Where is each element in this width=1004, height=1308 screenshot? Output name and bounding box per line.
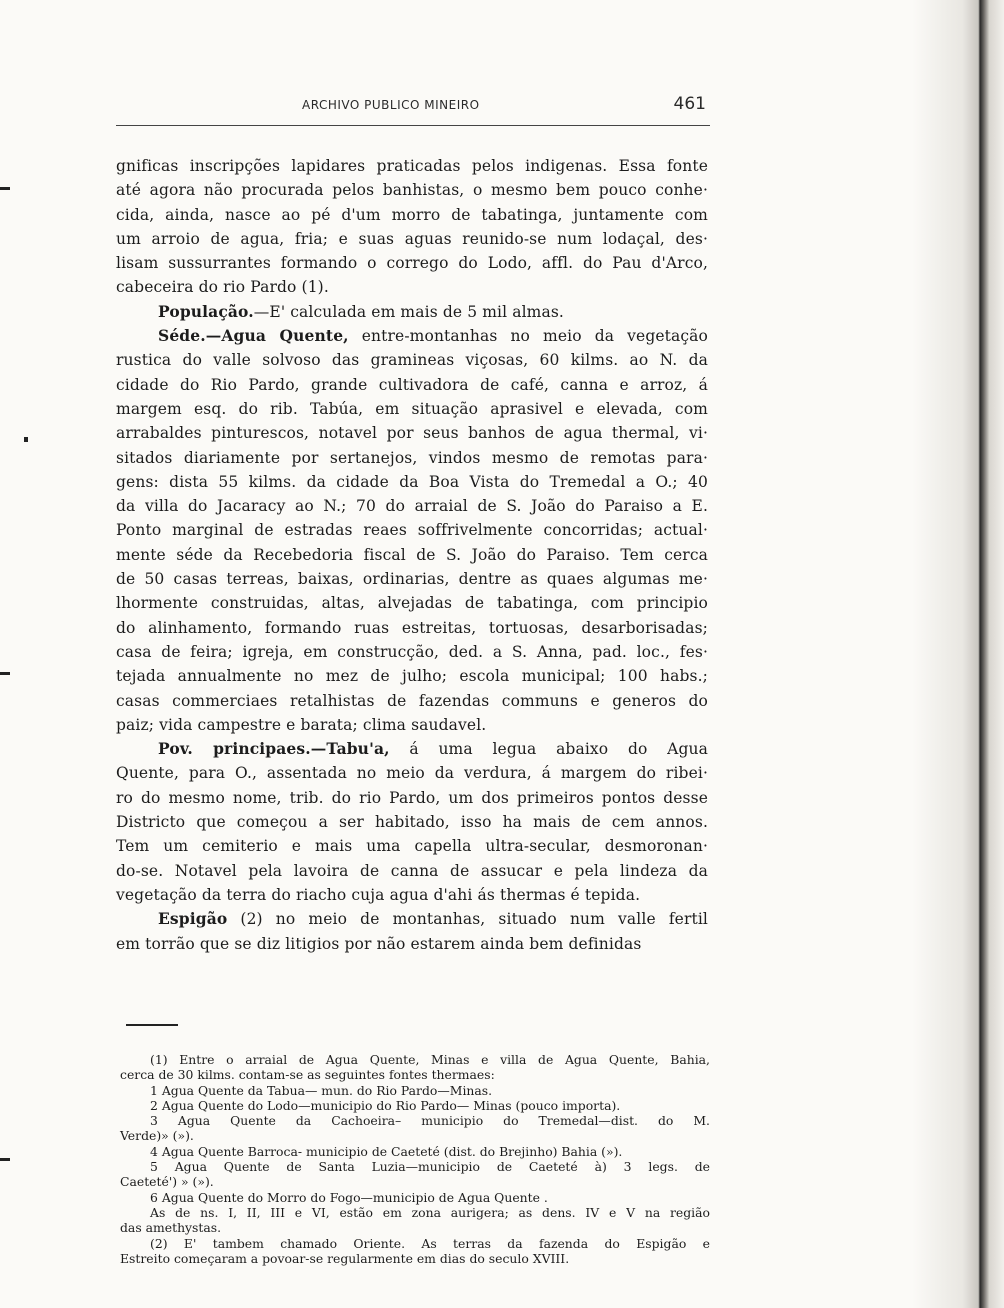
body-line: População.—E' calculada em mais de 5 mil almas. — [158, 301, 564, 321]
body-line: do-se. Notavel pela lavoira de canna de assucar e pela lindeza da — [116, 861, 708, 880]
body-line: casas commerciaes retalhistas de fazendas communs e generos do — [116, 691, 708, 710]
footnote-line: 1 Agua Quente da Tabua— mun. do Rio Pardo—Minas. — [150, 1082, 493, 1098]
body-line: Districto que começou a ser habitado, isso ha mais de cem annos. — [116, 813, 708, 832]
footnote-line: 5 Agua Quente de Santa Luzia—municipio de Caeteté à) 3 legs. de — [150, 1159, 710, 1175]
footnote-line: 6 Agua Quente do Morro do Fogo—municipio de Agua Quente . — [150, 1189, 548, 1205]
body-line: cabeceira do rio Pardo (1). — [116, 278, 329, 297]
body-line: Espigão (2) no meio de montanhas, situado num valle fertil — [158, 909, 708, 929]
body-line: gnificas inscripções lapidares praticadas pelos indigenas. Essa fonte — [116, 157, 708, 175]
body-line: vegetação da terra do riacho cuja agua d'ahi ás thermas é tepida. — [116, 885, 641, 904]
footnote-line: das amethystas. — [120, 1220, 222, 1236]
running-header — [116, 92, 710, 118]
footnote-line: 4 Agua Quente Barroca- municipio de Caeteté (dist. do Brejinho) Bahia (»). — [150, 1143, 623, 1159]
body-line: da villa do Jacaracy ao N.; 70 do arraial de S. João do Paraiso a E. — [116, 497, 708, 516]
body-line: até agora não procurada pelos banhistas, o mesmo bem pouco conhe· — [116, 181, 708, 200]
footnote-line: 3 Agua Quente da Cachoeira– municipio do Tremedal—dist. do M. — [150, 1113, 710, 1129]
header-rule — [116, 125, 710, 126]
run-in-heading: População. — [158, 301, 254, 321]
body-line: Séde.—Agua Quente, entre-montanhas no meio da vegetação — [158, 326, 708, 346]
body-line: Ponto marginal de estradas reaes soffrivelmente concorridas; actual· — [116, 521, 708, 540]
body-line: tejada annualmente no mez de julho; escola municipal; 100 habs.; — [116, 667, 708, 686]
body-line: do alinhamento, formando ruas estreitas, tortuosas, desarborisadas; — [116, 618, 708, 637]
body-line: lisam sussurrantes formando o corrego do Lodo, affl. do Pau d'Arco, — [116, 254, 708, 273]
page-edge-shadow — [912, 0, 1004, 1308]
body-line: margem esq. do rib. Tabúa, em situação aprasivel e elevada, com — [116, 399, 708, 418]
footnote-line: As de ns. I, II, III e VI, estão em zona aurigera; as dens. IV e V na região — [150, 1204, 710, 1220]
body-line: cidade do Rio Pardo, grande cultivadora de café, canna e arroz, á — [116, 375, 708, 394]
body-line: em torrão que se diz litigios por não estarem ainda bem definidas — [116, 934, 642, 953]
body-line: Quente, para O., assentada no meio da verdura, á margem do ribei· — [116, 764, 708, 783]
run-in-heading: Espigão — [158, 909, 228, 929]
page-number: 461 — [673, 94, 706, 114]
footnote-line: cerca de 30 kilms. contam-se as seguintes fontes thermaes: — [120, 1067, 495, 1083]
body-text — [116, 154, 708, 956]
margin-mark — [0, 187, 10, 190]
run-in-heading: Séde.—Agua Quente, — [158, 326, 349, 346]
body-line: casa de feira; igreja, em construcção, ded. a S. Anna, pad. loc., fes· — [116, 642, 708, 661]
footnote-rule — [126, 1024, 178, 1026]
footnotes — [120, 1052, 710, 1266]
footnote-line: Verde)» (»). — [120, 1128, 194, 1144]
footnote-line: 2 Agua Quente do Lodo—municipio do Rio Pardo— Minas (pouco importa). — [150, 1097, 621, 1113]
body-line: mente séde da Recebedoria fiscal de S. João do Paraiso. Tem cerca — [116, 545, 708, 564]
margin-mark — [0, 1158, 10, 1161]
footnote-line: (2) E' tambem chamado Oriente. As terras da fazenda do Espigão e — [150, 1235, 710, 1251]
run-in-heading: Pov. principaes.—Tabu'a, — [158, 739, 390, 759]
body-line: cida, ainda, nasce ao pé d'um morro de tabatinga, juntamente com — [116, 205, 708, 224]
footnote-line: Caeteté') » (»). — [120, 1174, 214, 1190]
body-line: sitados diariamente por sertanejos, vindos mesmo de remotas para· — [116, 448, 708, 467]
footnote-line: Estreito começaram a povoar-se regularmente em dias do seculo XVIII. — [120, 1250, 570, 1266]
body-line: rustica do valle solvoso das gramineas viçosas, 60 kilms. ao N. da — [116, 351, 708, 370]
body-line: arrabaldes pinturescos, notavel por seus banhos de agua thermal, vi· — [116, 424, 708, 443]
body-line: paiz; vida campestre e barata; clima saudavel. — [116, 715, 487, 734]
body-line: Pov. principaes.—Tabu'a, á uma legua abaixo do Agua — [158, 739, 708, 759]
body-line: lhormente construidas, altas, alvejadas de tabatinga, com principio — [116, 594, 708, 613]
body-line: ro do mesmo nome, trib. do rio Pardo, um dos primeiros pontos desse — [116, 788, 708, 807]
body-line: de 50 casas terreas, baixas, ordinarias, dentre as quaes algumas me· — [116, 570, 708, 589]
footnote-line: (1) Entre o arraial de Agua Quente, Minas e villa de Agua Quente, Bahia, — [150, 1052, 710, 1067]
body-line: Tem um cemiterio e mais uma capella ultra-secular, desmoronan· — [116, 837, 708, 856]
body-line: gens: dista 55 kilms. da cidade da Boa Vista do Tremedal a O.; 40 — [116, 472, 708, 491]
body-line: um arroio de agua, fria; e suas aguas reunido-se num lodaçal, des· — [116, 229, 708, 248]
margin-mark — [24, 437, 28, 442]
page — [116, 92, 710, 1266]
margin-mark — [0, 672, 10, 675]
header-title: ARCHIVO PUBLICO MINEIRO — [302, 98, 480, 112]
